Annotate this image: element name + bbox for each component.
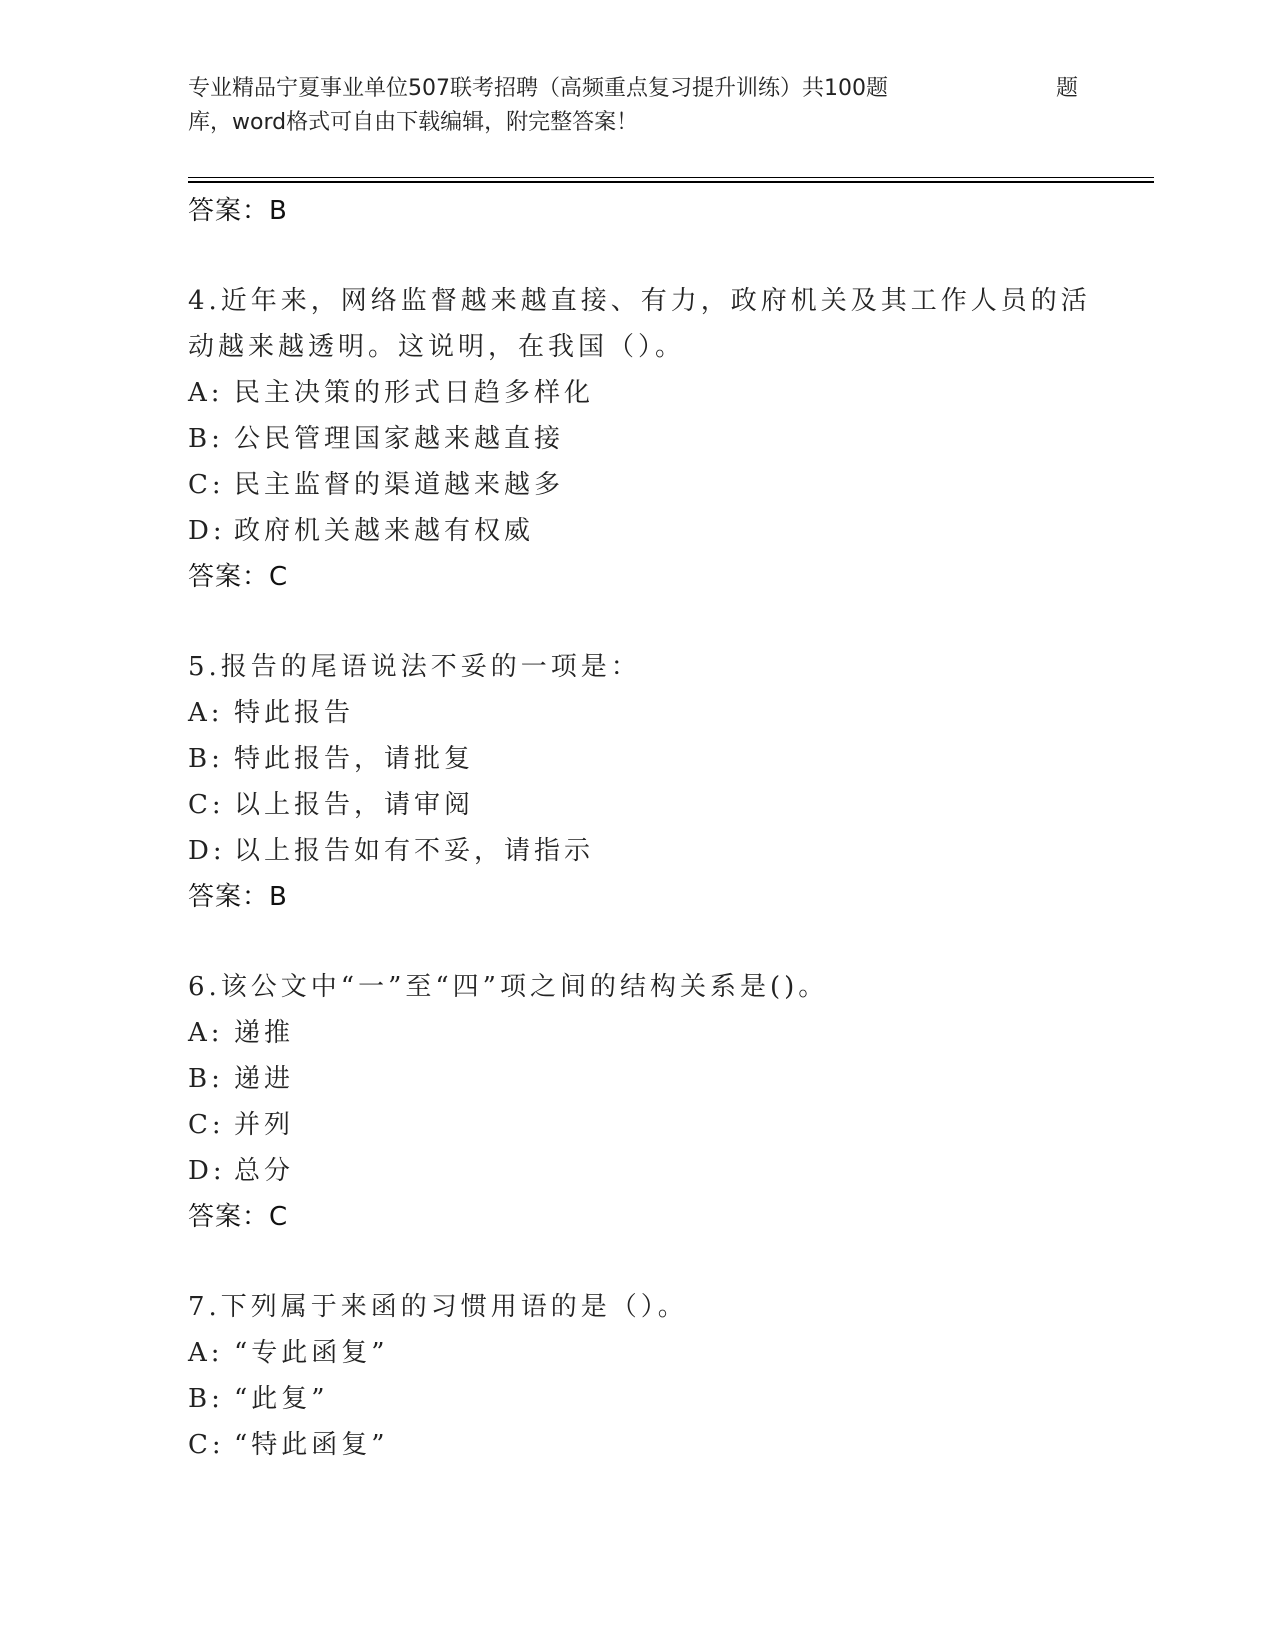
option-letter: A: [188,1338,224,1368]
question-block [188,278,1148,600]
option-c [188,1422,1148,1468]
option-letter: C: [188,1430,225,1460]
option-d [188,508,1148,554]
option-text: 以上报告，请审阅 [234,790,475,820]
option-letter: B: [188,1384,224,1414]
option-c [188,782,1148,828]
page-header [188,72,1088,140]
option-text: 政府机关越来越有权威 [234,516,535,546]
option-text: 递进 [234,1064,295,1094]
option-letter: A: [188,1018,224,1048]
option-c [188,1102,1148,1148]
option-d [188,828,1148,874]
header-divider-thick [188,181,1154,183]
option-letter: B: [188,424,224,454]
answer-line: 答案：B [188,196,288,226]
option-text: 民主决策的形式日趋多样化 [234,378,595,408]
option-a [188,1010,1148,1056]
option-letter: B: [188,1064,224,1094]
option-text: “此复” [234,1384,329,1414]
answer-line: 答案：B [188,882,288,912]
question-text-line: 5.报告的尾语说法不妥的一项是： [188,652,641,682]
option-letter: C: [188,790,225,820]
spacer [188,1240,1148,1284]
option-text: 公民管理国家越来越直接 [234,424,565,454]
option-text: “特此函复” [234,1430,389,1460]
option-text: “专此函复” [234,1338,389,1368]
document-body [188,188,1148,1468]
answer-line: 答案：C [188,1202,289,1232]
question-block [188,644,1148,920]
header-title: 专业精品宁夏事业单位507联考招聘（高频重点复习提升训练）共100题 [188,76,888,101]
question-text-line: 动越来越透明。这说明，在我国（）。 [188,332,686,362]
header-title-trail: 题 [1056,76,1079,101]
option-letter: D: [188,516,226,546]
option-text: 递推 [234,1018,295,1048]
header-line-1 [188,72,1088,106]
question-text-line: 4.近年来，网络监督越来越直接、有力，政府机关及其工作人员的活 [188,286,1091,316]
option-letter: C: [188,1110,225,1140]
option-a [188,690,1148,736]
option-letter: D: [188,836,226,866]
option-c [188,462,1148,508]
option-text: 民主监督的渠道越来越多 [234,470,565,500]
question-block [188,1284,1148,1468]
question-block [188,964,1148,1240]
answer-line: 答案：C [188,562,289,592]
option-text: 总分 [234,1156,295,1186]
option-letter: A: [188,698,224,728]
option-text: 并列 [234,1110,295,1140]
option-d [188,1148,1148,1194]
option-letter: A: [188,378,224,408]
option-text: 特此报告，请批复 [234,744,475,774]
option-b [188,736,1148,782]
option-letter: D: [188,1156,226,1186]
option-a [188,370,1148,416]
question-text-line: 7.下列属于来函的习惯用语的是（）。 [188,1292,688,1322]
option-text: 特此报告 [234,698,355,728]
option-text: 以上报告如有不妥，请指示 [234,836,595,866]
option-letter: B: [188,744,224,774]
header-line-2: 库，word格式可自由下载编辑，附完整答案！ [188,110,639,135]
header-divider-thin [188,177,1154,178]
question-text-line: 6.该公文中“一”至“四”项之间的结构关系是()。 [188,972,829,1002]
spacer [188,920,1148,964]
option-b [188,416,1148,462]
option-b [188,1376,1148,1422]
spacer [188,600,1148,644]
option-b [188,1056,1148,1102]
spacer [188,234,1148,278]
option-letter: C: [188,470,225,500]
option-a [188,1330,1148,1376]
